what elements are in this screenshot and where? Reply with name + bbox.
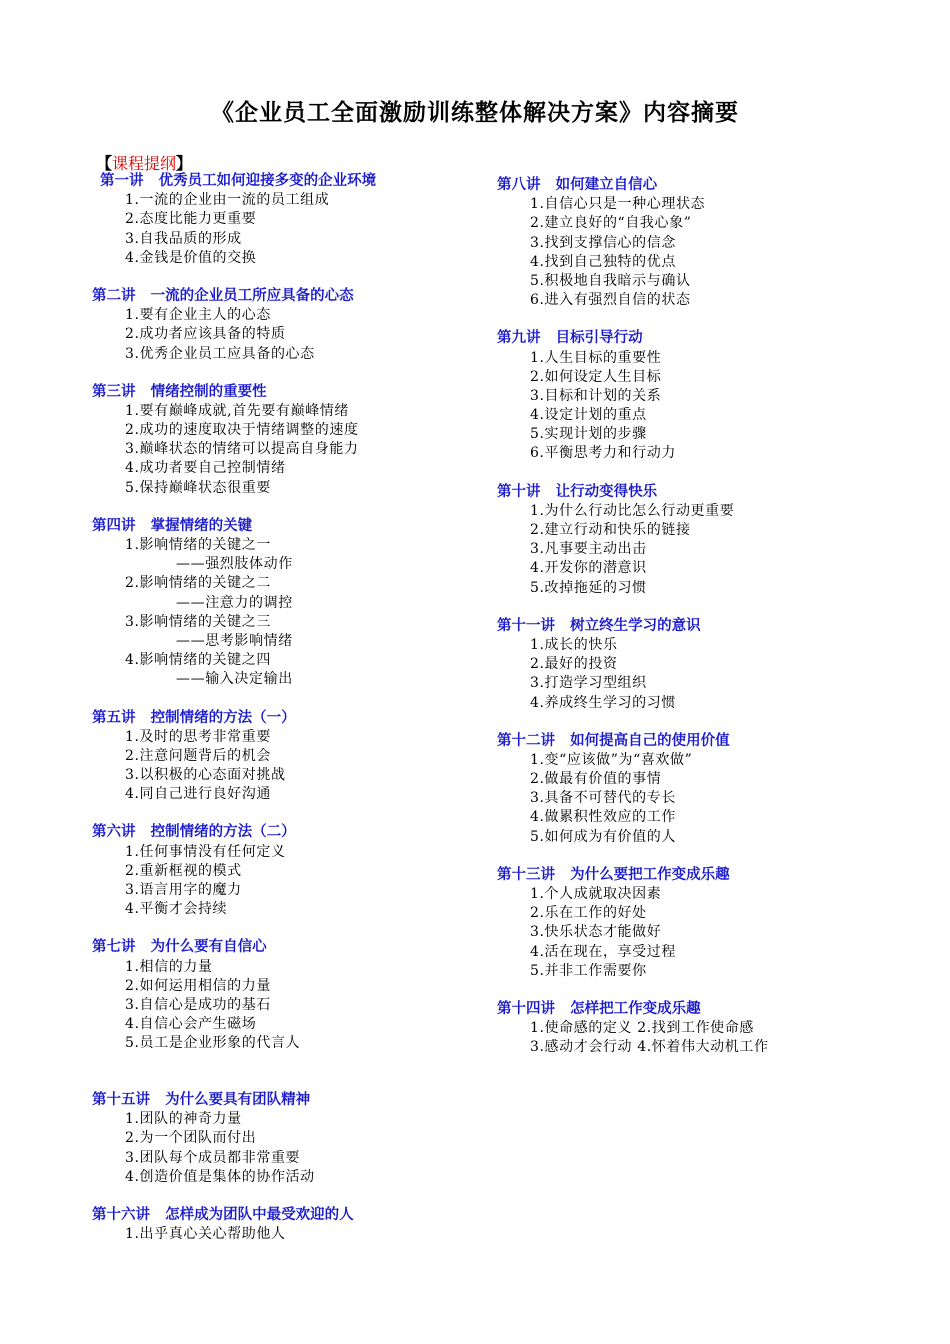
lecture-section xyxy=(92,287,492,364)
lecture-item: 4.自信心会产生磁场 xyxy=(125,1016,257,1033)
lecture-item: 3.目标和计划的关系 xyxy=(530,387,662,404)
lecture-item: 1.及时的思考非常重要 xyxy=(125,728,271,745)
lecture-item: 6.平衡思考力和行动力 xyxy=(530,445,676,462)
lecture-item: 4.养成终生学习的习惯 xyxy=(530,694,676,711)
lecture-item: 2.注意问题背后的机会 xyxy=(125,747,271,764)
lecture-item: 2.建立行动和快乐的链接 xyxy=(530,522,691,538)
lecture-title: 第十五讲 为什么要具有团队精神 xyxy=(92,1092,311,1108)
lecture-item: 1.相信的力量 xyxy=(125,958,213,975)
lecture-item: 1.使命感的定义 2.找到工作使命感 xyxy=(530,1020,754,1037)
lecture-item: 3.自我品质的形成 xyxy=(125,230,242,247)
lecture-title: 第四讲 掌握情绪的关键 xyxy=(92,517,253,534)
lecture-title: 第十一讲 树立终生学习的意识 xyxy=(497,617,701,634)
course-outline-label xyxy=(96,151,192,174)
lecture-item: 4.活在现在，享受过程 xyxy=(530,943,676,960)
left-column xyxy=(92,172,492,1073)
lecture-item: 4.成功者要自己控制情绪 xyxy=(125,460,286,477)
lecture-item: 5.实现计划的步骤 xyxy=(530,426,647,443)
lecture-item: 2.为一个团队而付出 xyxy=(125,1130,257,1147)
lecture-item: 2.建立良好的“自我心象” xyxy=(530,215,692,232)
lecture-section xyxy=(497,176,937,310)
lecture-item: 4.金钱是价值的交换 xyxy=(125,249,257,266)
lecture-item: 4.开发你的潜意识 xyxy=(530,560,647,577)
lecture-section xyxy=(92,1206,492,1244)
lecture-item: 4.找到自己独特的优点 xyxy=(530,253,676,270)
lecture-item: 3.具备不可替代的专长 xyxy=(530,790,676,807)
lecture-item: 1.团队的神奇力量 xyxy=(125,1111,242,1128)
lecture-item: 3.感动才会行动 4.怀着伟大动机工作 xyxy=(530,1039,769,1056)
lecture-item: 5.并非工作需要你 xyxy=(530,962,647,979)
lecture-item: 1.成长的快乐 xyxy=(530,636,618,653)
lecture-title: 第三讲 情绪控制的重要性 xyxy=(92,383,267,400)
lecture-item: 4.平衡才会持续 xyxy=(125,901,228,918)
lecture-item: 5.员工是企业形象的代言人 xyxy=(125,1035,301,1052)
lecture-title: 第七讲 为什么要有自信心 xyxy=(92,939,267,956)
outline-bracket-close: 】 xyxy=(176,154,193,173)
lecture-item: 3.影响情绪的关键之三 xyxy=(125,613,271,630)
lecture-item: 1.任何事情没有任何定义 xyxy=(125,843,286,860)
lecture-item: 3.找到支撑信心的信念 xyxy=(530,234,676,251)
lecture-item: 2.做最有价值的事情 xyxy=(530,771,662,788)
lecture-item: 1.人生目标的重要性 xyxy=(530,349,662,366)
lecture-title: 第六讲 控制情绪的方法（二） xyxy=(92,824,296,841)
lecture-item: 2.乐在工作的好处 xyxy=(530,905,647,922)
lecture-item: 3.打造学习型组织 xyxy=(530,675,647,692)
lecture-section xyxy=(497,866,937,981)
lecture-title: 第十讲 让行动变得快乐 xyxy=(497,483,658,500)
lecture-section xyxy=(92,517,492,690)
lecture-title: 第一讲 优秀员工如何迎接多变的企业环境 xyxy=(100,173,377,189)
lecture-item: 2.重新框视的模式 xyxy=(125,862,242,879)
lecture-title: 第十二讲 如何提高自己的使用价值 xyxy=(497,732,730,749)
lecture-item: 3.巅峰状态的情绪可以提高自身能力 xyxy=(125,441,359,458)
lecture-item: 3.凡事要主动出击 xyxy=(530,541,647,558)
lecture-item: 5.如何成为有价值的人 xyxy=(530,828,676,845)
lecture-item: 3.以积极的心态面对挑战 xyxy=(125,767,286,784)
lecture-item: 2.如何运用相信的力量 xyxy=(125,977,271,994)
lecture-item: 2.成功者应该具备的特质 xyxy=(125,326,286,343)
lecture-title: 第五讲 控制情绪的方法（一） xyxy=(92,709,296,726)
lecture-item: 2.最好的投资 xyxy=(530,656,618,673)
lecture-item: 1.出乎真心关心帮助他人 xyxy=(125,1226,286,1243)
lecture-item: 1.个人成就取决因素 xyxy=(530,886,662,902)
lecture-section xyxy=(92,823,492,919)
lecture-item: 2.态度比能力更重要 xyxy=(125,211,257,228)
lecture-item: 1.一流的企业由一流的员工组成 xyxy=(125,192,330,209)
outline-bracket-open: 【 xyxy=(96,154,113,173)
lecture-item: 1.变“应该做”为“喜欢做” xyxy=(530,751,693,768)
lecture-title: 第九讲 目标引导行动 xyxy=(497,330,643,347)
lecture-section xyxy=(92,1091,492,1187)
lecture-title: 第十三讲 为什么要把工作变成乐趣 xyxy=(497,866,730,883)
lecture-item: 1.为什么行动比怎么行动更重要 xyxy=(530,502,735,519)
lecture-item: 3.快乐状态才能做好 xyxy=(530,924,662,941)
lecture-item: ——强烈肢体动作 xyxy=(176,556,293,573)
lecture-section xyxy=(497,617,937,713)
lecture-item: ——注意力的调控 xyxy=(176,594,293,611)
lecture-title: 第十四讲 怎样把工作变成乐趣 xyxy=(497,1000,701,1017)
right-column xyxy=(497,176,937,1077)
lecture-item: 1.自信心只是一种心理状态 xyxy=(530,196,706,213)
lecture-item: 4.设定计划的重点 xyxy=(530,407,647,424)
lecture-section xyxy=(92,172,492,268)
lecture-item: 3.语言用字的魔力 xyxy=(125,882,242,898)
lecture-item: 2.影响情绪的关键之二 xyxy=(125,575,271,592)
lecture-item: 4.影响情绪的关键之四 xyxy=(125,652,271,669)
lecture-item: 6.进入有强烈自信的状态 xyxy=(530,292,691,309)
lecture-section xyxy=(92,709,492,805)
lecture-section xyxy=(497,732,937,847)
lecture-section xyxy=(497,1000,937,1058)
lecture-item: 1.要有巅峰成就,首先要有巅峰情绪 xyxy=(125,402,350,419)
lecture-title: 第二讲 一流的企业员工所应具备的心态 xyxy=(92,287,354,304)
lecture-item: 5.保持巅峰状态很重要 xyxy=(125,479,271,496)
document-title: 《企业员工全面激励训练整体解决方案》内容摘要 xyxy=(211,100,739,126)
lecture-section xyxy=(92,383,492,498)
lecture-item: 4.做累积性效应的工作 xyxy=(530,809,676,826)
lecture-item: 2.如何设定人生目标 xyxy=(530,368,662,385)
lecture-title: 第八讲 如何建立自信心 xyxy=(497,177,658,193)
left-column-bottom xyxy=(92,1091,492,1263)
lecture-section xyxy=(92,938,492,1053)
lecture-section xyxy=(497,329,937,463)
lecture-item: 5.改掉拖延的习惯 xyxy=(530,579,647,596)
lecture-item: 2.成功的速度取决于情绪调整的速度 xyxy=(125,422,359,439)
lecture-item: 4.创造价值是集体的协作活动 xyxy=(125,1168,315,1185)
lecture-item: 1.要有企业主人的心态 xyxy=(125,307,271,324)
lecture-item: 3.自信心是成功的基石 xyxy=(125,996,271,1013)
lecture-item: ——输入决定输出 xyxy=(176,671,293,688)
lecture-item: 5.积极地自我暗示与确认 xyxy=(530,272,691,289)
lecture-title: 第十六讲 怎样成为团队中最受欢迎的人 xyxy=(92,1206,354,1223)
lecture-item: 3.团队每个成员都非常重要 xyxy=(125,1149,301,1166)
outline-label-text: 课程提纲 xyxy=(112,154,177,173)
lecture-section xyxy=(497,483,937,598)
lecture-item: 3.优秀企业员工应具备的心态 xyxy=(125,345,315,362)
lecture-item: ——思考影响情绪 xyxy=(176,632,293,649)
lecture-item: 4.同自己进行良好沟通 xyxy=(125,786,271,803)
lecture-item: 1.影响情绪的关键之一 xyxy=(125,537,271,553)
